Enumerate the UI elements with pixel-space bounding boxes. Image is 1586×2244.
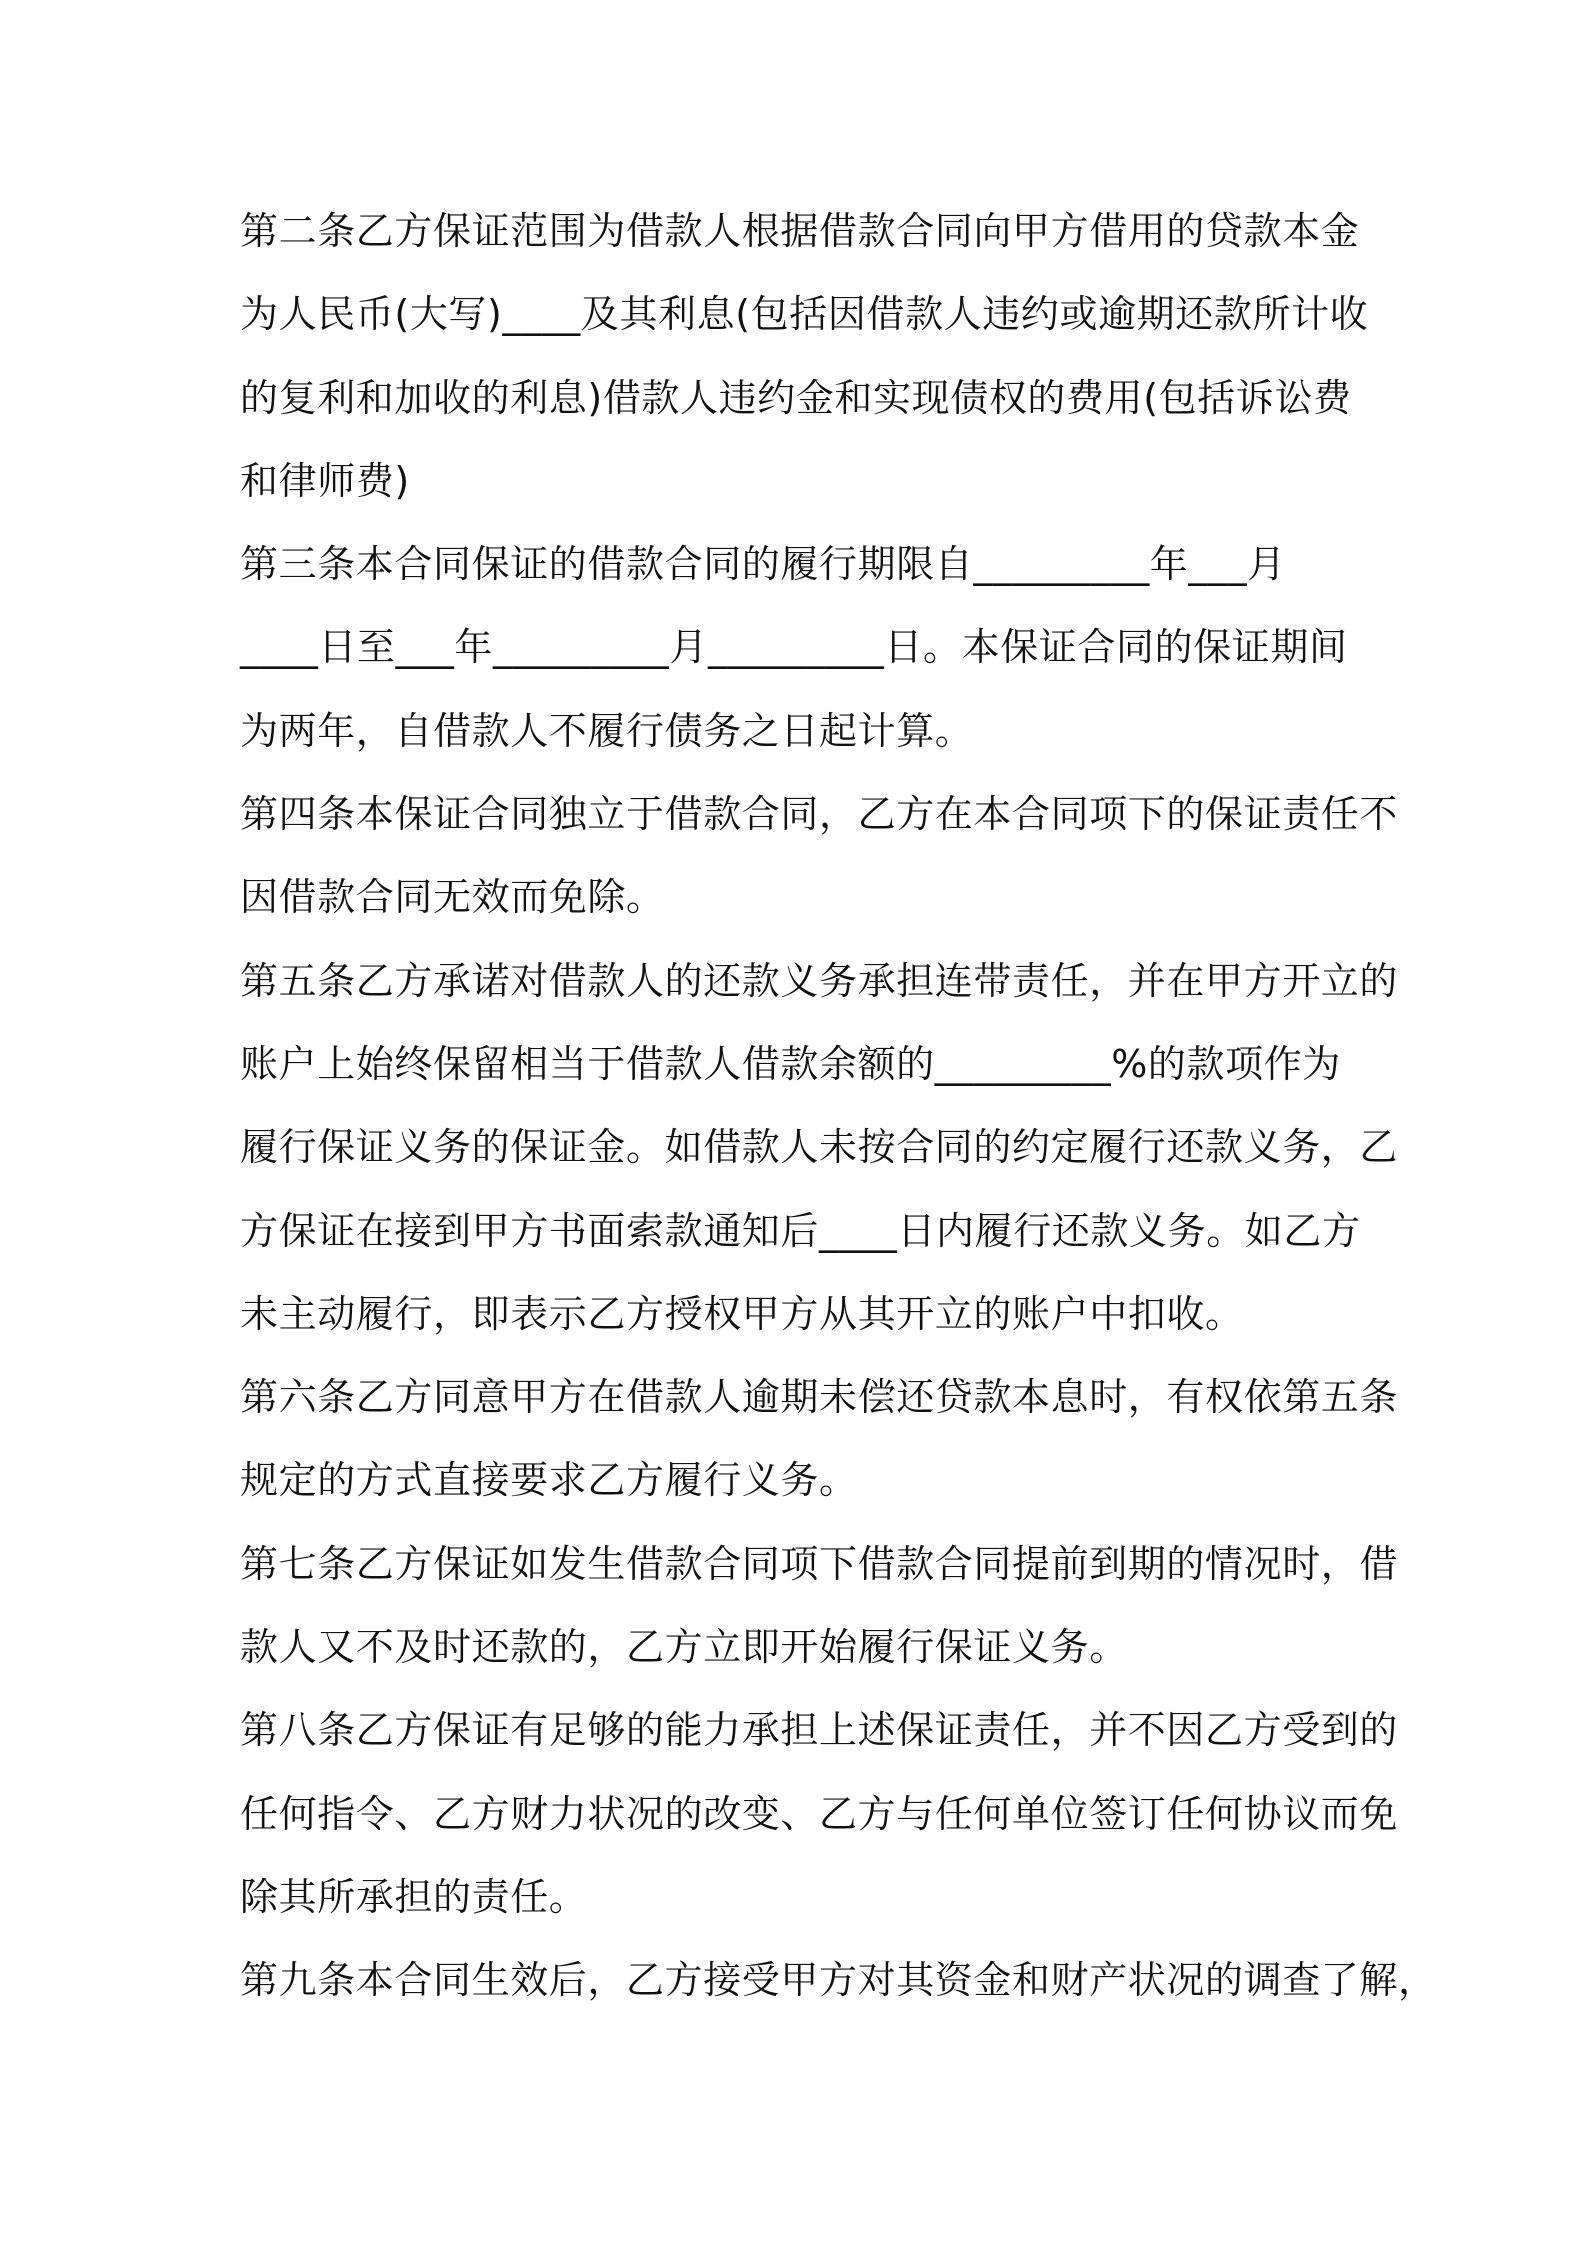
text-line: 为人民币(大写)____及其利息(包括因借款人违约或逾期还款所计收 bbox=[240, 292, 1369, 337]
text-line: 和律师费) bbox=[240, 458, 410, 503]
text-line: 方保证在接到甲方书面索款通知后____日内履行还款义务。如乙方 bbox=[240, 1208, 1361, 1253]
text-line: 因借款合同无效而免除。 bbox=[240, 875, 665, 920]
text-line: 第二条乙方保证范围为借款人根据借款合同向甲方借用的贷款本金 bbox=[240, 209, 1360, 253]
text-line: 未主动履行，即表示乙方授权甲方从其开立的账户中扣收。 bbox=[240, 1291, 1244, 1336]
text-line: 除其所承担的责任。 bbox=[240, 1874, 588, 1919]
text-line: 第四条本保证合同独立于借款合同，乙方在本合同项下的保证责任不 bbox=[240, 792, 1399, 837]
text-line: 款人又不及时还款的，乙方立即开始履行保证义务。 bbox=[240, 1625, 1128, 1670]
text-line: 第三条本合同保证的借款合同的履行期限自_________年___月 bbox=[240, 542, 1286, 587]
text-line: 第六条乙方同意甲方在借款人逾期未偿还贷款本息时，有权依第五条 bbox=[240, 1375, 1399, 1420]
text-line: 第五条乙方承诺对借款人的还款义务承担连带责任，并在甲方开立的 bbox=[240, 958, 1399, 1003]
text-line: 第八条乙方保证有足够的能力承担上述保证责任，并不因乙方受到的 bbox=[240, 1708, 1399, 1753]
text-line: 第九条本合同生效后，乙方接受甲方对其资金和财产状况的调查了解， bbox=[240, 1958, 1437, 2003]
text-line: 为两年，自借款人不履行债务之日起计算。 bbox=[240, 708, 974, 753]
text-line: 履行保证义务的保证金。如借款人未按合同的约定履行还款义务，乙 bbox=[240, 1125, 1399, 1170]
text-line: 账户上始终保留相当于借款人借款余额的_________%的款项作为 bbox=[240, 1041, 1341, 1086]
text-line: 的复利和加收的利息)借款人违约金和实现债权的费用(包括诉讼费 bbox=[240, 375, 1352, 420]
text-line: 任何指令、乙方财力状况的改变、乙方与任何单位签订任何协议而免 bbox=[240, 1791, 1399, 1836]
text-line: 规定的方式直接要求乙方履行义务。 bbox=[240, 1458, 858, 1503]
document-body bbox=[240, 190, 1437, 2023]
text-line: ____日至___年_________月_________日。本保证合同的保证期间 bbox=[240, 625, 1348, 670]
text-line: 第七条乙方保证如发生借款合同项下借款合同提前到期的情况时，借 bbox=[240, 1541, 1399, 1586]
